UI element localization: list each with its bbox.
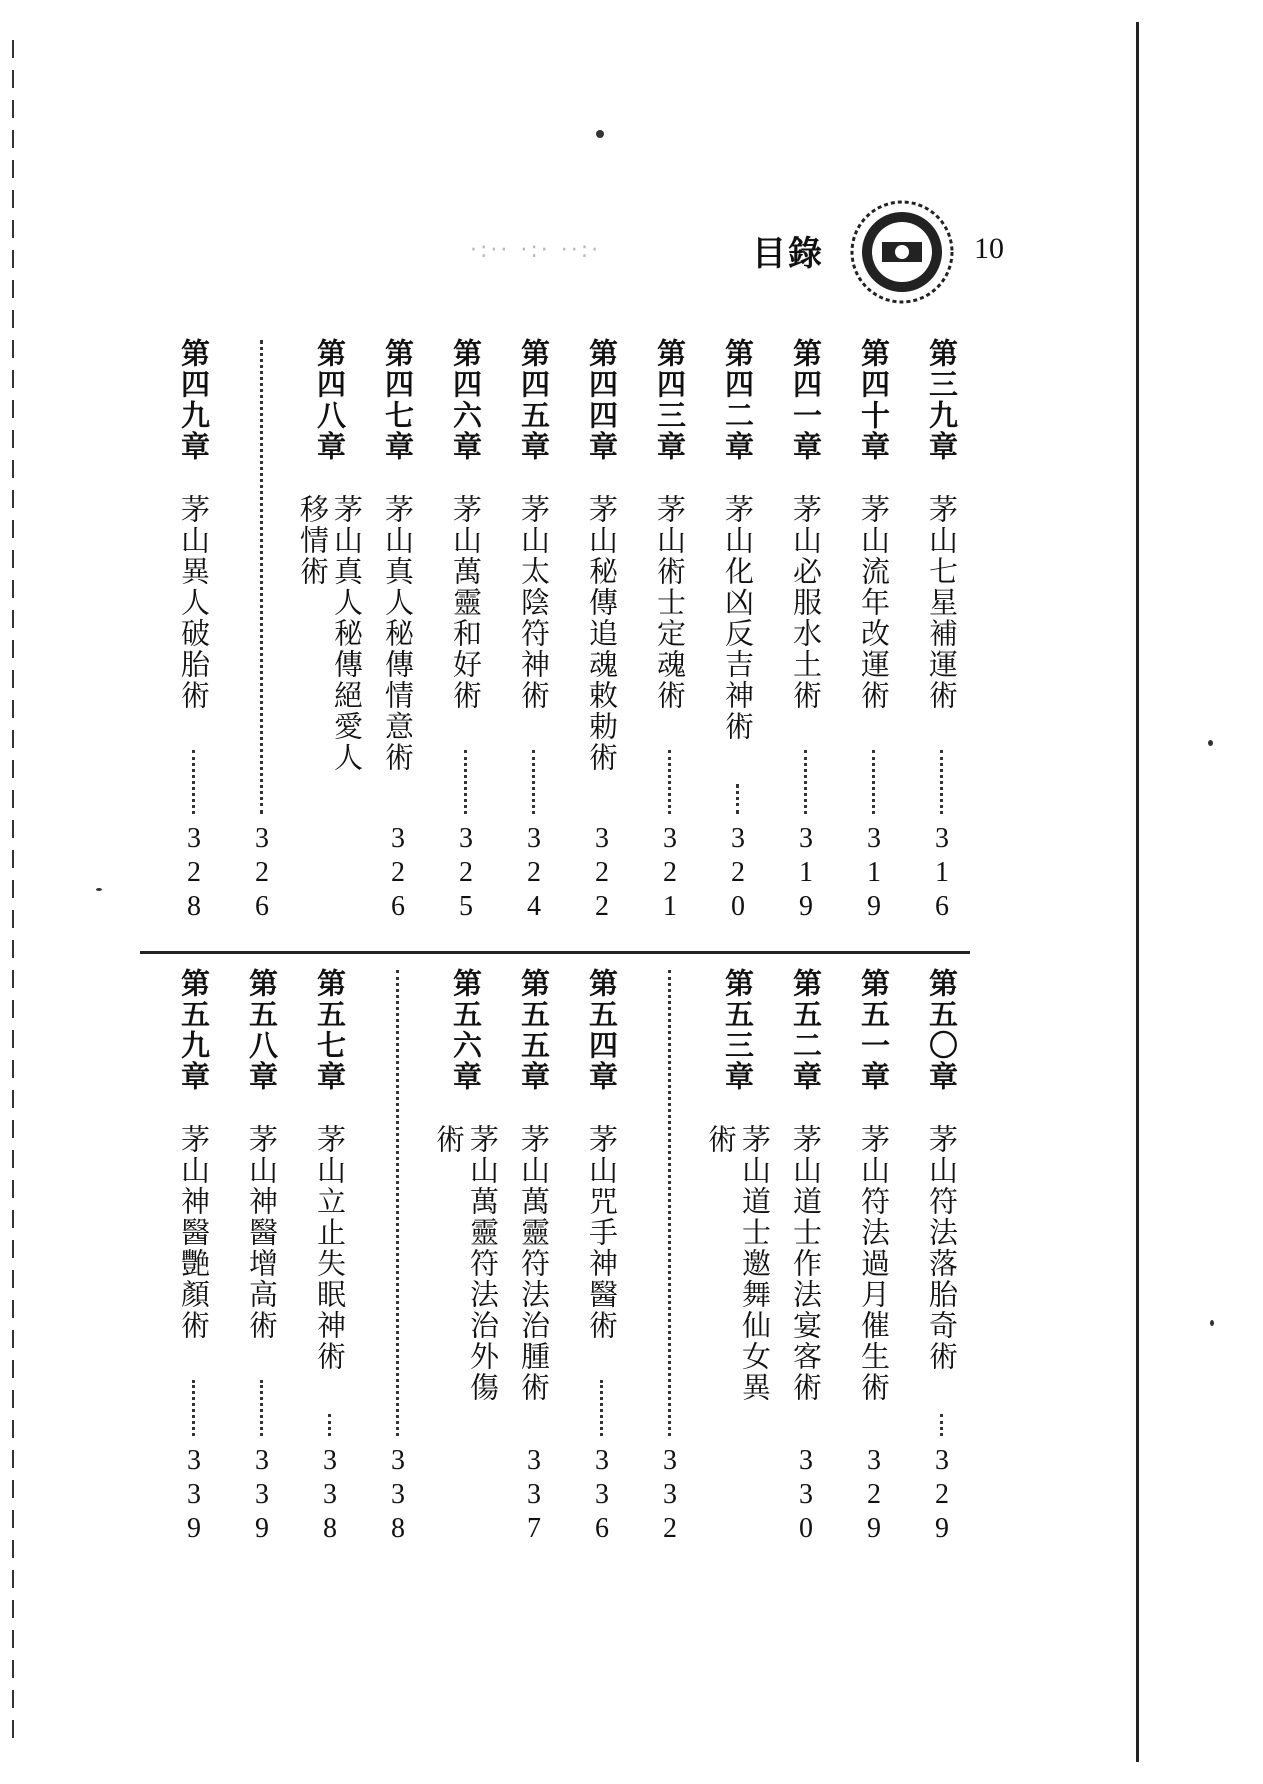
toc-entry[interactable] <box>925 338 959 711</box>
toc-entry[interactable] <box>789 968 823 1403</box>
chapter-title: 茅山萬靈和好術 <box>449 494 483 711</box>
page-reference: 3 1 9 <box>799 823 813 922</box>
chapter-title: 茅山符法過月催生術 <box>857 1124 891 1403</box>
page-reference: 3 2 1 <box>663 823 677 922</box>
toc-entry[interactable] <box>245 968 279 1341</box>
toc-entry[interactable] <box>177 338 211 711</box>
chapter-title: 茅山太陰符神術 <box>517 494 551 711</box>
chapter-label: 第五一章 <box>857 968 891 1092</box>
dot-leader <box>464 750 467 814</box>
toc-entry[interactable] <box>177 968 211 1341</box>
toc-entry[interactable] <box>296 338 364 789</box>
page-reference: 3 2 9 <box>935 1445 949 1544</box>
chapter-title: 茅山立止失眠神術 <box>313 1124 347 1372</box>
chapter-title: 茅山真人秘傳絕愛人移情術 <box>296 494 364 773</box>
page-reference: 3 3 7 <box>527 1445 541 1544</box>
toc-entry[interactable] <box>925 968 959 1372</box>
page-reference: 3 1 9 <box>867 823 881 922</box>
dot-leader <box>260 1380 263 1436</box>
page-reference: 3 3 0 <box>799 1445 813 1544</box>
page-title: 目錄 <box>752 234 824 274</box>
page-reference: 3 3 8 <box>391 1445 405 1544</box>
chapter-label: 第五四章 <box>585 968 619 1092</box>
page-reference: 3 2 6 <box>391 823 405 922</box>
toc-entry[interactable] <box>517 338 551 711</box>
chapter-label: 第四八章 <box>313 338 347 462</box>
scan-speck <box>1210 1320 1214 1326</box>
page-reference: 3 3 6 <box>595 1445 609 1544</box>
page-reference: 3 2 6 <box>255 823 269 922</box>
toc-entry[interactable] <box>585 968 619 1341</box>
chapter-title: 茅山七星補運術 <box>925 494 959 711</box>
ornament-seal-icon <box>848 198 956 306</box>
scan-speck <box>1208 740 1213 746</box>
toc-entry[interactable] <box>704 968 772 1419</box>
dot-leader <box>192 750 195 814</box>
dot-leader <box>668 970 671 1436</box>
page-reference: 3 2 9 <box>867 1445 881 1544</box>
chapter-label: 第五七章 <box>313 968 347 1092</box>
scan-speck <box>596 130 604 138</box>
dot-leader <box>260 340 263 814</box>
toc-entry[interactable] <box>517 968 551 1403</box>
chapter-title: 茅山流年改運術 <box>857 494 891 711</box>
chapter-title: 茅山道士作法宴客術 <box>789 1124 823 1403</box>
scan-speck <box>96 888 102 891</box>
chapter-label: 第五〇章 <box>925 968 959 1092</box>
chapter-label: 第五三章 <box>721 968 755 1092</box>
dot-leader <box>192 1380 195 1436</box>
chapter-title: 茅山術士定魂術 <box>653 494 687 711</box>
dot-leader <box>668 750 671 814</box>
chapter-title: 茅山萬靈符法治外傷術 <box>432 1124 500 1403</box>
dot-leader <box>328 1414 331 1436</box>
chapter-label: 第五二章 <box>789 968 823 1092</box>
page-reference: 3 3 9 <box>255 1445 269 1544</box>
chapter-label: 第四三章 <box>653 338 687 462</box>
chapter-title: 茅山道士邀舞仙女異術 <box>704 1124 772 1403</box>
toc-entry[interactable] <box>381 338 415 773</box>
chapter-title: 茅山神醫增高術 <box>245 1124 279 1341</box>
chapter-label: 第五八章 <box>245 968 279 1092</box>
page-reference: 3 3 8 <box>323 1445 337 1544</box>
toc-entry[interactable] <box>789 338 823 711</box>
page-reference: 3 2 5 <box>459 823 473 922</box>
chapter-label: 第五六章 <box>449 968 483 1092</box>
chapter-title: 茅山秘傳追魂敕勅術 <box>585 494 619 773</box>
scan-left-edge <box>12 40 14 1740</box>
toc-entry[interactable] <box>313 968 347 1372</box>
chapter-label: 第四七章 <box>381 338 415 462</box>
chapter-title: 茅山必服水土術 <box>789 494 823 711</box>
chapter-label: 第四六章 <box>449 338 483 462</box>
toc-entry[interactable] <box>857 968 891 1403</box>
dot-leader <box>396 970 399 1436</box>
chapter-title: 茅山符法落胎奇術 <box>925 1124 959 1372</box>
chapter-title: 茅山異人破胎術 <box>177 494 211 711</box>
chapter-label: 第五五章 <box>517 968 551 1092</box>
page-reference: 3 3 2 <box>663 1445 677 1544</box>
page-reference: 3 2 2 <box>595 823 609 922</box>
page-reference: 3 2 8 <box>187 823 201 922</box>
toc-entry[interactable] <box>721 338 755 742</box>
chapter-title: 茅山咒手神醫術 <box>585 1124 619 1341</box>
chapter-label: 第四二章 <box>721 338 755 462</box>
chapter-label: 第四十章 <box>857 338 891 462</box>
page-reference: 3 1 6 <box>935 823 949 922</box>
chapter-label: 第四四章 <box>585 338 619 462</box>
toc-entry[interactable] <box>449 338 483 711</box>
dot-leader <box>532 750 535 814</box>
dot-leader <box>736 784 739 814</box>
toc-entry[interactable] <box>857 338 891 711</box>
section-divider <box>140 951 970 954</box>
dot-leader <box>804 750 807 814</box>
chapter-title: 茅山神醫艷顏術 <box>177 1124 211 1341</box>
page-reference: 3 2 4 <box>527 823 541 922</box>
dot-leader <box>600 1380 603 1436</box>
chapter-title: 茅山真人秘傳情意術 <box>381 494 415 773</box>
chapter-label: 第四五章 <box>517 338 551 462</box>
faded-stamp: ·:·· ·:· ··:· <box>470 238 602 263</box>
toc-entry[interactable] <box>432 968 500 1419</box>
chapter-label: 第四九章 <box>177 338 211 462</box>
toc-entry[interactable] <box>653 338 687 711</box>
chapter-title: 茅山萬靈符法治腫術 <box>517 1124 551 1403</box>
chapter-label: 第五九章 <box>177 968 211 1092</box>
page-border-line <box>1136 22 1139 1762</box>
toc-entry[interactable] <box>585 338 619 773</box>
dot-leader <box>940 750 943 814</box>
dot-leader <box>872 750 875 814</box>
page-reference: 3 3 9 <box>187 1445 201 1544</box>
chapter-label: 第四一章 <box>789 338 823 462</box>
page-reference: 3 2 0 <box>731 823 745 922</box>
chapter-label: 第三九章 <box>925 338 959 462</box>
chapter-title: 茅山化凶反吉神術 <box>721 494 755 742</box>
dot-leader <box>940 1414 943 1436</box>
page-number: 10 <box>974 232 1004 265</box>
